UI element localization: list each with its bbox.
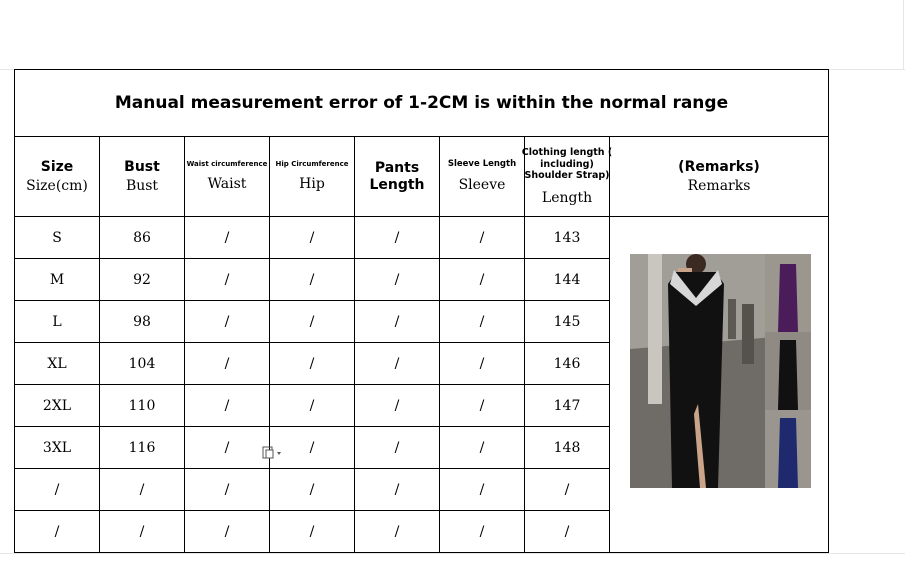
table-cell: / [185,217,270,259]
table-cell: 3XL [15,427,100,469]
table-cell: / [440,217,525,259]
table-cell: / [270,511,355,552]
table-cell: / [355,259,440,301]
page-bottom-line [0,553,905,554]
table-cell: / [185,385,270,427]
table-cell: / [185,343,270,385]
header-remarks [610,137,828,217]
table-cell: 144 [525,259,610,301]
table-cell: 86 [100,217,185,259]
header-remarks-cn: Remarks [687,177,751,194]
header-hip-cn: Hip [299,176,325,193]
header-remarks-en: (Remarks) [678,159,760,176]
table-cell: / [185,259,270,301]
header-sleeve-en: Sleeve Length [447,158,517,169]
table-cell: / [355,511,440,552]
header-waist [185,137,270,217]
paste-options-svg [262,446,284,460]
table-cell: / [185,301,270,343]
header-clothing-length [521,137,613,217]
table-cell: / [355,301,440,343]
table-cell: / [100,469,185,511]
table-cell: 2XL [15,385,100,427]
table-cell: 92 [100,259,185,301]
table-cell: / [355,343,440,385]
table-cell: 110 [100,385,185,427]
table-cell: / [270,217,355,259]
header-bust [100,137,185,217]
header-pants-en: Pants Length [369,160,425,193]
table-cell: / [100,511,185,552]
table-cell: / [440,469,525,511]
table-cell: 116 [100,427,185,469]
table-cell: / [525,511,610,552]
table-cell: / [440,511,525,552]
table-cell: 104 [100,343,185,385]
table-cell: / [270,301,355,343]
table-cell: 98 [100,301,185,343]
table-cell: / [440,259,525,301]
table-cell: S [15,217,100,259]
header-size-cn: Size(cm) [26,177,88,194]
table-cell: / [270,427,355,469]
size-chart-table [14,69,829,553]
header-bust-cn: Bust [125,177,159,194]
table-cell: / [185,511,270,552]
table-cell: 147 [525,385,610,427]
table-cell: / [440,427,525,469]
table-cell: 145 [525,301,610,343]
table-cell: / [270,259,355,301]
product-photo-svg [630,254,811,488]
table-cell: 148 [525,427,610,469]
table-cell: / [355,217,440,259]
table-cell: / [355,427,440,469]
header-length-cn: Length [541,189,593,206]
table-cell: / [440,385,525,427]
top-blank-area [0,0,905,70]
header-sleeve-cn: Sleeve [458,177,506,194]
header-hip-en: Hip Circumference [275,160,349,169]
table-cell: / [440,343,525,385]
header-waist-en: Waist circumference [186,160,268,169]
header-waist-cn: Waist [207,176,247,193]
table-cell: / [15,511,100,552]
page-edge-line [903,0,904,69]
table-title: Manual measurement error of 1-2CM is within the normal range [15,70,828,137]
table-cell: / [15,469,100,511]
header-size [15,137,100,217]
product-photo [630,254,811,488]
table-cell: 146 [525,343,610,385]
table-cell: 143 [525,217,610,259]
header-bust-en: Bust [124,159,160,176]
table-cell: XL [15,343,100,385]
table-cell: / [355,385,440,427]
table-cell: / [440,301,525,343]
table-cell: / [270,343,355,385]
table-cell: / [185,427,270,469]
header-size-en: Size [40,159,74,176]
table-cell: / [185,469,270,511]
header-hip [270,137,355,217]
table-cell: / [270,469,355,511]
table-cell: / [525,469,610,511]
table-cell: M [15,259,100,301]
table-cell: / [355,469,440,511]
table-cell: L [15,301,100,343]
header-sleeve [440,137,525,217]
table-cell: / [270,385,355,427]
paste-options-icon[interactable] [262,446,284,460]
header-length-en: Clothing length ( including) Shoulder Strap) [521,147,613,182]
header-pants-length [355,137,440,217]
